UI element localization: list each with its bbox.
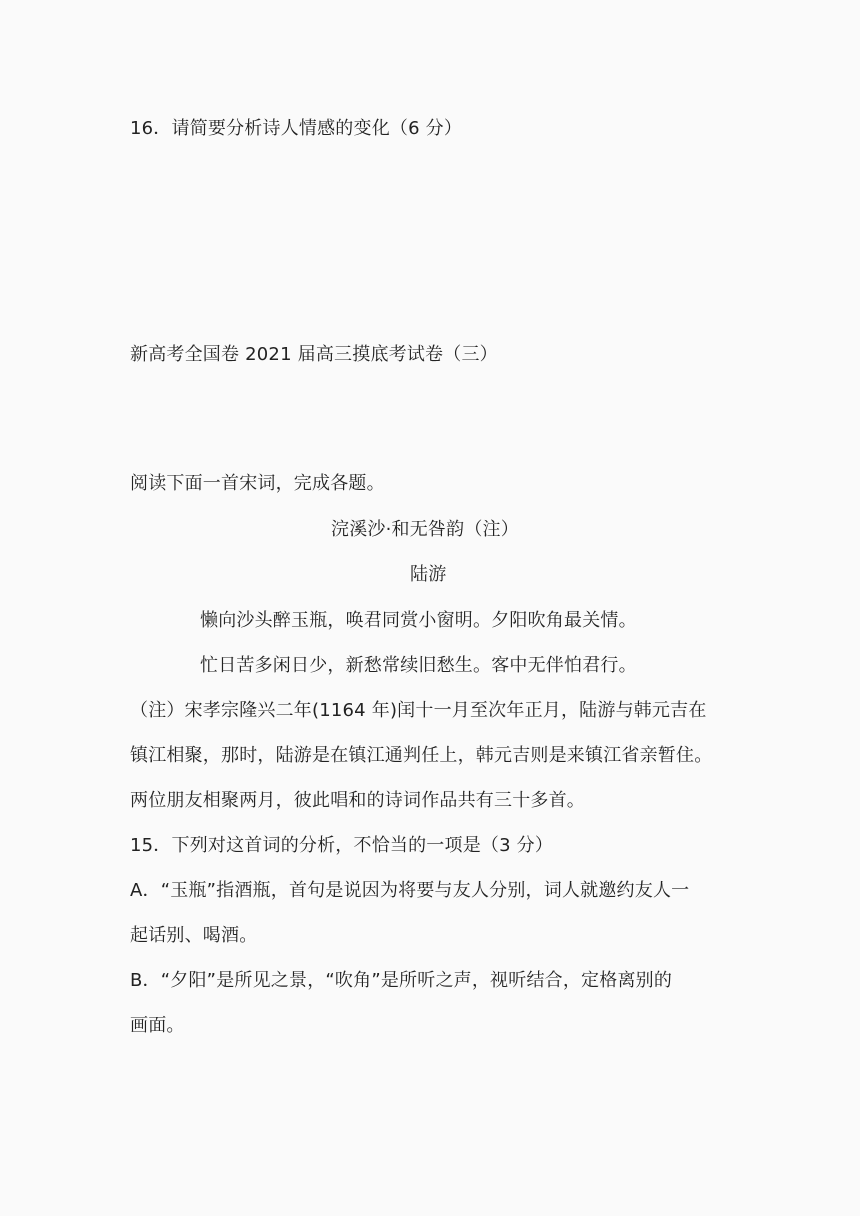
question-16: 16．请简要分析诗人情感的变化（6 分） xyxy=(130,118,463,139)
option-a-line: A．“玉瓶”指酒瓶，首句是说因为将要与友人分别，词人就邀约友人一 xyxy=(130,880,690,901)
poem-line: 忙日苦多闲日少，新愁常续旧愁生。客中无伴怕君行。 xyxy=(200,655,637,676)
poem-line: 懒向沙头醉玉瓶，唤君同赏小窗明。夕阳吹角最关情。 xyxy=(200,610,637,631)
question-15-stem: 15．下列对这首词的分析，不恰当的一项是（3 分） xyxy=(130,835,554,856)
option-b-line: B．“夕阳”是所见之景，“吹角”是所听之声，视听结合，定格离别的 xyxy=(130,970,673,991)
option-a-line: 起话别、喝酒。 xyxy=(130,925,258,946)
annotation-line: 两位朋友相聚两月，彼此唱和的诗词作品共有三十多首。 xyxy=(130,790,585,811)
poem-title: 浣溪沙·和无咎韵（注） xyxy=(331,519,519,540)
annotation-line: 镇江相聚，那时，陆游是在镇江通判任上，韩元吉则是来镇江省亲暂住。 xyxy=(130,745,713,766)
poem-author: 陆游 xyxy=(410,564,447,585)
annotation-line: （注）宋孝宗隆兴二年(1164 年)闰十一月至次年正月，陆游与韩元吉在 xyxy=(130,700,707,721)
exam-title: 新高考全国卷 2021 届高三摸底考试卷（三） xyxy=(130,344,498,365)
reading-instruction: 阅读下面一首宋词，完成各题。 xyxy=(130,473,385,494)
option-b-line: 画面。 xyxy=(130,1015,185,1036)
